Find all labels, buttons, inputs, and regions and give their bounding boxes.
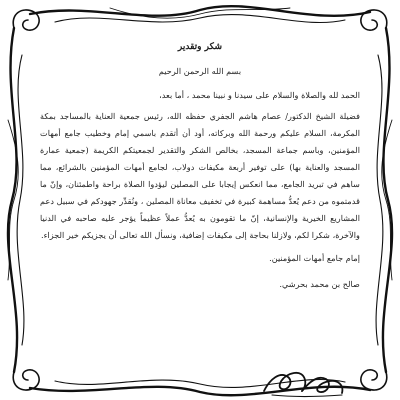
corner-swirl-bottom-left xyxy=(13,370,39,390)
corner-swirl-top-right xyxy=(361,10,387,30)
top-flourish xyxy=(30,6,370,16)
handwritten-signature xyxy=(258,361,348,399)
letter-title: شكر وتقدير xyxy=(177,42,223,52)
signer-name: صالح بن محمد بحرشي. xyxy=(279,279,360,289)
basmala: بسم الله الرحمن الرحيم xyxy=(158,66,242,76)
closing-line: إمام جامع أمهات المؤمنين. xyxy=(269,253,360,263)
salutation: الحمد لله والصلاة والسلام على سيدنا و نبينا محمد ، أما بعد، xyxy=(159,90,360,100)
left-flourish xyxy=(8,28,17,372)
right-flourish xyxy=(383,28,392,372)
letter-body: فضيلة الشيخ الدكتور/ عصام هاشم الجفري حفظه الله، رئيس جمعية العناية بالمساجد بمكة المكرمة، السلام عليكم ورحمة الله وبركاته، أود أن أتقدم باسمي إمام وخطيب جامع أمهات المؤمنين، وباسم جماعة المسجد، بخالص الشكر والتقدير لجمعيتكم الكريمة (جمعية عمارة المسجد والعناية بها) على توفير أربعة مكيفات دولاب، لجامع أمهات المؤمنين بالشرائع، مما ساهم في تبريد الجامع، مما انعكس إيجابا على المصلين ليؤدوا الصلاة براحة واطمئنان، وإنّ ما قدمتموه من دعم يُعدُّ مساهمة كبيرة في تخفيف معاناة المصلين ، ونُقدِّر جهودكم في سبيل دعم المشاريع الخيرية والإنسانية، إنّ ما تقومون به يُعدُّ عملاً عظيماً يؤجر عليه صاحبه في الدنيا والآخرة، شكرا لكم، ولازلنا بحاجة إلى مكيفات إضافية، ونسأل الله تعالى أن يجزيكم خير الجزاء. xyxy=(40,111,360,240)
corner-swirl-bottom-right xyxy=(361,370,387,390)
corner-swirl-top-left xyxy=(13,10,39,30)
letter-content xyxy=(40,40,360,291)
